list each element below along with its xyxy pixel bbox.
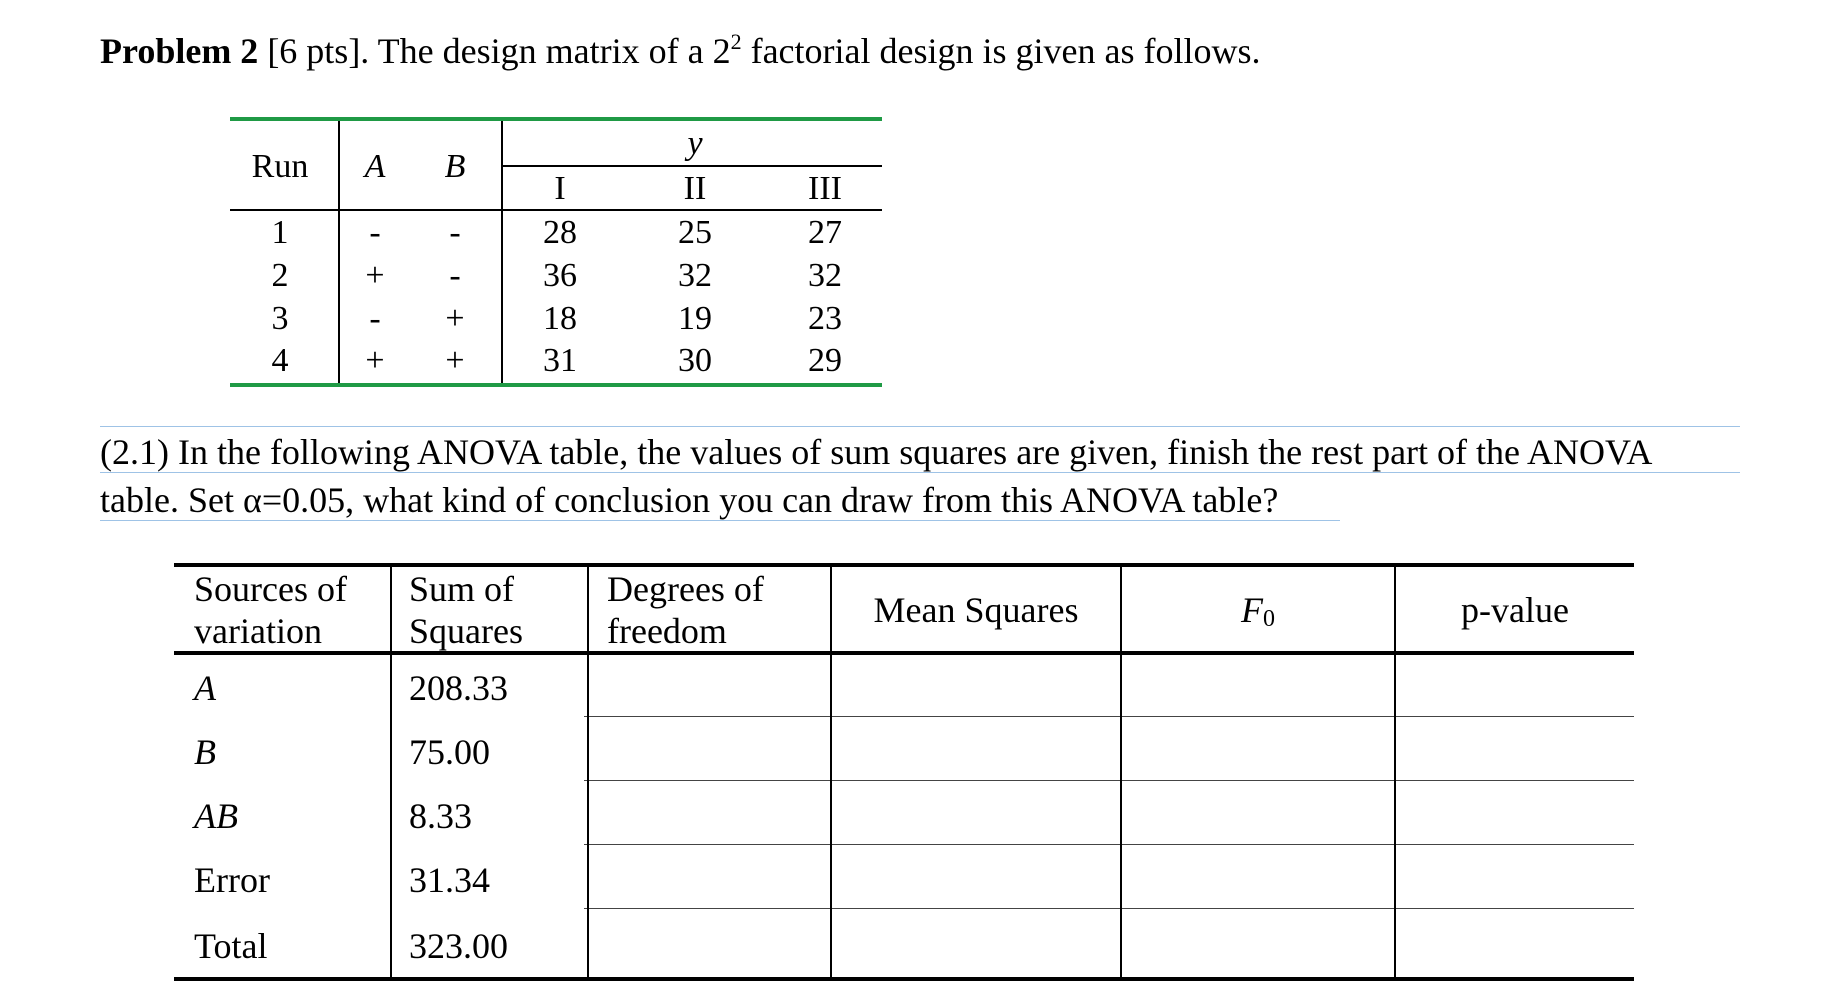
header-df-line2: freedom — [607, 611, 727, 651]
row4-b: + — [445, 342, 465, 379]
row4-y3: 29 — [808, 342, 842, 379]
anova-row-rule-1 — [584, 716, 1634, 717]
problem-statement — [100, 30, 1260, 72]
row4-y2: 30 — [678, 342, 712, 379]
row1-run: 1 — [271, 214, 289, 251]
header-run: Run — [251, 148, 309, 185]
table-top-rule — [230, 117, 882, 121]
row1-b: - — [449, 214, 461, 251]
anova-table — [174, 563, 1634, 981]
problem-superscript: 2 — [730, 29, 742, 54]
anova-top-rule — [174, 563, 1634, 567]
question-line-2: table. Set α=0.05, what kind of conclusion you can draw from this ANOVA table? — [100, 480, 1279, 520]
header-replicate-3: III — [808, 170, 842, 207]
row-ab-ss: 8.33 — [409, 796, 472, 836]
header-ss-line2: Squares — [409, 611, 523, 651]
divider-b-y — [501, 121, 503, 383]
anova-col-divider-1 — [390, 567, 392, 977]
header-replicate-2: II — [683, 170, 707, 207]
row3-y2: 19 — [678, 300, 712, 337]
row1-y3: 27 — [808, 214, 842, 251]
row-ab-source: AB — [194, 796, 238, 836]
row-a-ss: 208.33 — [409, 668, 508, 708]
header-source-line2: variation — [194, 611, 322, 651]
anova-row-rule-3 — [584, 844, 1634, 845]
header-ss-line1: Sum of — [409, 569, 515, 609]
row-error-ss: 31.34 — [409, 860, 490, 900]
header-f0-sub: 0 — [1263, 606, 1275, 632]
row-error-source: Error — [194, 860, 270, 900]
row3-y3: 23 — [808, 300, 842, 337]
row2-y3: 32 — [808, 257, 842, 294]
row2-y2: 32 — [678, 257, 712, 294]
question-line-1: (2.1) In the following ANOVA table, the values of sum squares are given, finish the rest part of the ANOVA — [100, 432, 1653, 472]
row4-y1: 31 — [543, 342, 577, 379]
question-mid-guide — [100, 472, 1740, 473]
row1-y2: 25 — [678, 214, 712, 251]
header-bottom-rule — [230, 209, 882, 211]
row2-y1: 36 — [543, 257, 577, 294]
row-a-source: A — [194, 668, 216, 708]
anova-col-divider-2 — [587, 567, 589, 977]
row-total-source: Total — [194, 926, 268, 966]
header-p-value: p-value — [1461, 590, 1569, 630]
design-matrix-table — [230, 117, 882, 387]
row3-run: 3 — [271, 300, 289, 337]
problem-text: The design matrix of a 2 — [377, 31, 731, 71]
row2-a: + — [365, 257, 385, 294]
row4-run: 4 — [271, 342, 289, 379]
problem-text-after: factorial design is given as follows. — [741, 31, 1261, 71]
header-b: B — [444, 148, 466, 185]
question-bottom-guide — [100, 520, 1340, 521]
row4-a: + — [365, 342, 385, 379]
row2-run: 2 — [271, 257, 289, 294]
anova-bottom-rule — [174, 977, 1634, 981]
header-source-line1: Sources of — [194, 569, 347, 609]
anova-header-rule — [174, 651, 1634, 655]
header-y: y — [687, 125, 703, 162]
problem-label: Problem 2 — [100, 31, 259, 71]
header-replicate-1: I — [554, 170, 566, 207]
anova-row-rule-4 — [584, 908, 1634, 909]
row-total-ss: 323.00 — [409, 926, 508, 966]
row3-y1: 18 — [543, 300, 577, 337]
header-f0 — [1122, 589, 1394, 631]
header-df-line1: Degrees of — [607, 569, 764, 609]
y-group-rule — [502, 165, 882, 167]
question-top-guide — [100, 426, 1740, 427]
problem-points: [6 pts]. — [267, 31, 370, 71]
row3-b: + — [445, 300, 465, 337]
question-2-1 — [100, 428, 1740, 524]
row-b-source: B — [194, 732, 216, 772]
row1-y1: 28 — [543, 214, 577, 251]
table-bottom-rule — [230, 383, 882, 387]
header-f0-main: F — [1241, 590, 1263, 630]
row3-a: - — [369, 300, 381, 337]
row1-a: - — [369, 214, 381, 251]
header-mean-squares: Mean Squares — [873, 590, 1079, 630]
header-a: A — [364, 148, 386, 185]
anova-row-rule-2 — [584, 780, 1634, 781]
row-b-ss: 75.00 — [409, 732, 490, 772]
row2-b: - — [449, 257, 461, 294]
